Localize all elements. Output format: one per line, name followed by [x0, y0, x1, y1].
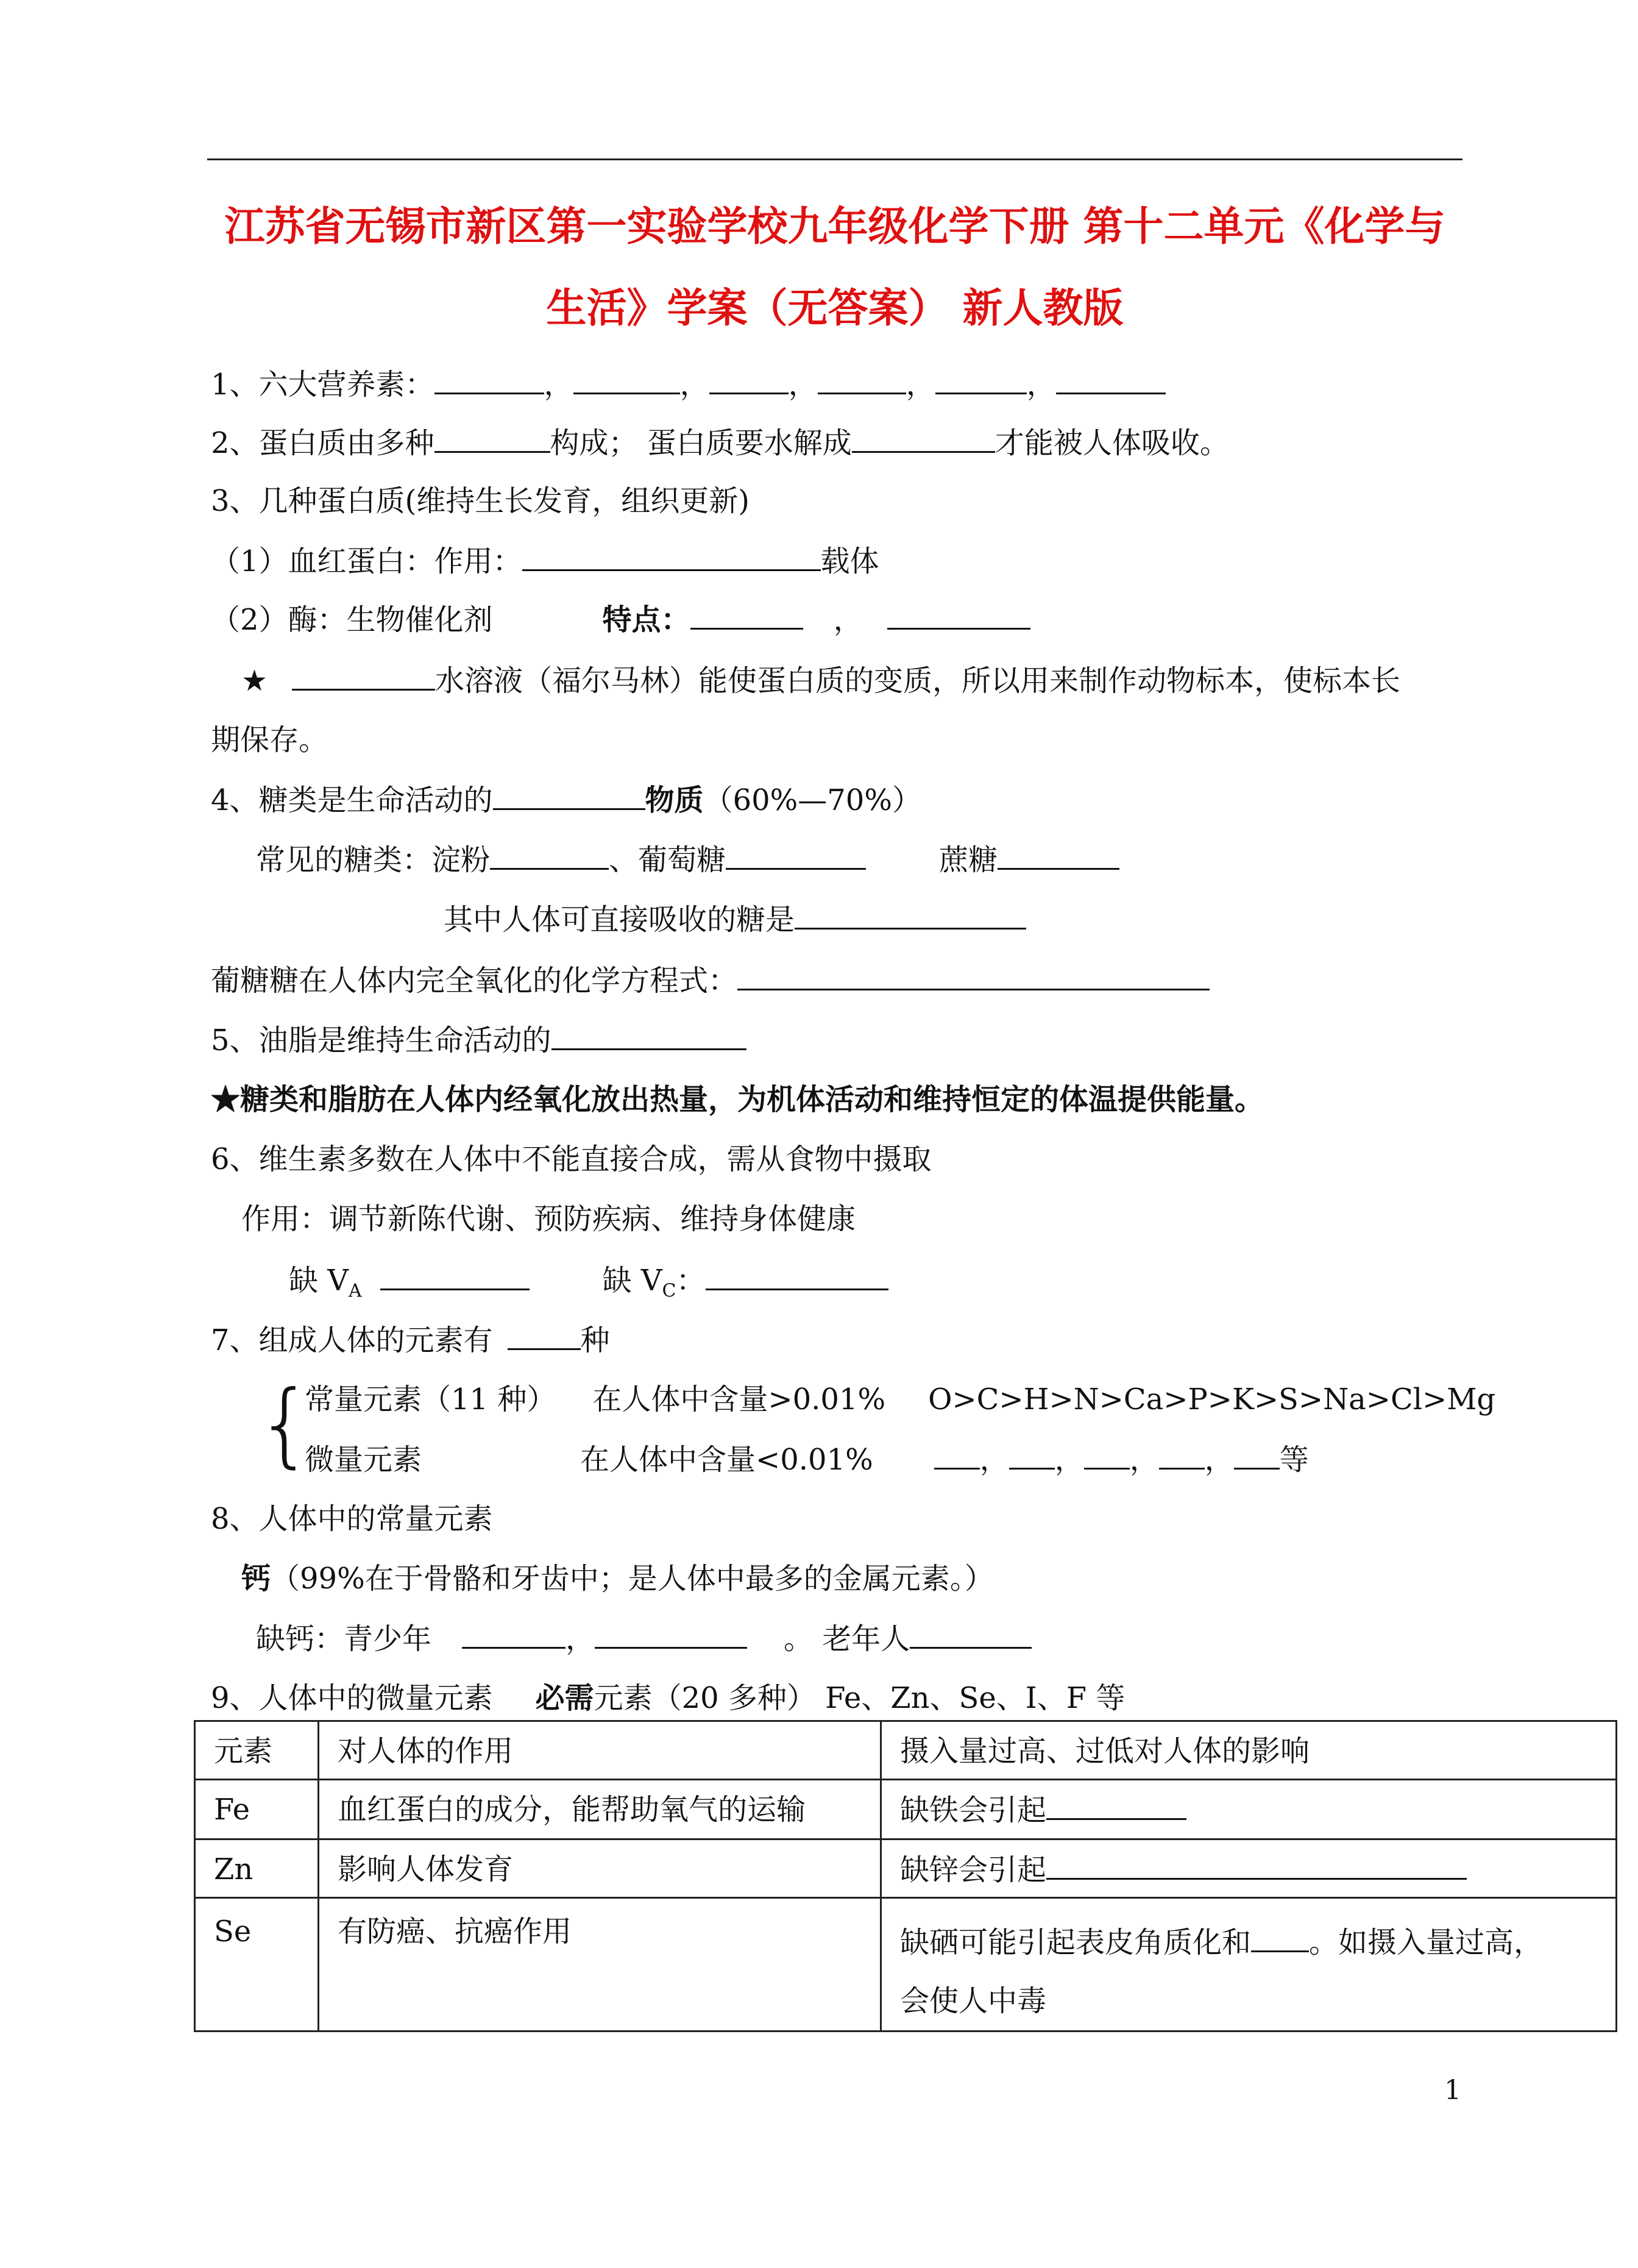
q6-vitamin-line: 缺 $V_A$ 缺 $V_C$： [289, 1262, 888, 1310]
q4-direct-line: 其中人体可直接吸收的糖是 [444, 901, 1026, 938]
table-cell: 血红蛋白的成分，能帮助氧气的运输 [319, 1780, 881, 1840]
blank[interactable] [887, 601, 1030, 630]
table-cell: Se [195, 1898, 319, 2032]
table-cell: Fe [195, 1780, 319, 1840]
star1-cont: 期保存。 [211, 723, 328, 757]
q7-major-line: 常量元素（11 种） 在人体中含量>0.01% O>C>H>N>Ca>P>K>S>Na>Cl>Mg [305, 1382, 1496, 1417]
header-rule [207, 158, 1462, 160]
blank[interactable] [1009, 1441, 1055, 1470]
q2-line: 2、蛋白质由多种 构成； 蛋白质要水解成 才能被人体吸收。 [211, 424, 1229, 461]
table-header: 元素 [195, 1721, 319, 1780]
q8-calcium-line: 钙（99%在于骨骼和牙齿中；是人体中最多的金属元素。） [241, 1562, 994, 1596]
table-cell: Zn [195, 1840, 319, 1898]
q8-line: 8、人体中的常量元素 [211, 1502, 493, 1536]
blank[interactable] [1056, 366, 1166, 394]
blank[interactable] [508, 1321, 581, 1350]
star2-line: ★糖类和脂肪在人体内经氧化放出热量，为机体活动和维持恒定的体温提供能量。 [211, 1082, 1264, 1117]
blank[interactable] [737, 962, 1210, 990]
table-row [195, 1780, 1617, 1840]
table-cell: 影响人体发育 [319, 1840, 881, 1898]
blank[interactable] [493, 781, 645, 810]
blank[interactable] [462, 1620, 566, 1649]
q6-line: 6、维生素多数在人体中不能直接合成，需从食物中摄取 [211, 1142, 932, 1176]
table-cell: 缺铁会引起 [881, 1780, 1617, 1840]
blank[interactable] [1251, 1924, 1309, 1952]
blank[interactable] [1084, 1441, 1130, 1470]
table-cell: 有防癌、抗癌作用 [319, 1898, 881, 2032]
blank[interactable] [434, 366, 544, 394]
table-cell: 缺硒可能引起表皮角质化和 。如摄入量过高， 会使人中毒 [881, 1898, 1617, 2032]
q3-2-line: （2）酶：生物催化剂 特点： ， [211, 601, 1030, 638]
table-row [195, 1840, 1617, 1898]
blank[interactable] [292, 662, 435, 691]
q4-line: 4、糖类是生命活动的 物质（60%—70%） [211, 781, 921, 819]
blank[interactable] [934, 1441, 980, 1470]
blank[interactable] [935, 366, 1027, 394]
table-cell: 缺锌会引起 [881, 1840, 1617, 1898]
blank[interactable] [852, 424, 995, 453]
q4-equation-line: 葡糖糖在人体内完全氧化的化学方程式： [211, 962, 1210, 999]
blank[interactable] [490, 841, 609, 870]
blank[interactable] [573, 366, 680, 394]
star1-line: ★ 水溶液（福尔马林）能使蛋白质的变质，所以用来制作动物标本，使标本长 [241, 662, 1400, 699]
blank[interactable] [795, 901, 1026, 930]
q7-trace-line: 微量元素 在人体中含量<0.01% ， ， ， ， 等 [305, 1441, 1309, 1478]
page-number: 1 [1444, 2075, 1461, 2106]
q3-1-line: （1）血红蛋白：作用： 载体 [211, 542, 879, 580]
q5-line: 5、油脂是维持生命活动的 [211, 1022, 746, 1059]
blank[interactable] [551, 1022, 746, 1050]
trace-element-table [194, 1720, 1617, 2032]
blank[interactable] [998, 841, 1119, 870]
blank[interactable] [380, 1262, 530, 1290]
blank[interactable] [434, 424, 550, 453]
star-icon: ★ [241, 664, 268, 698]
q8-deficiency-line: 缺钙：青少年 ， 。 老年人 [256, 1620, 1032, 1657]
blank[interactable] [1234, 1441, 1280, 1470]
blank[interactable] [706, 1262, 888, 1290]
q9-line: 9、人体中的微量元素 必需元素（20 多种） Fe、Zn、Se、I、F 等 [211, 1681, 1126, 1715]
blank[interactable] [1046, 1851, 1467, 1880]
q1-line: 1、六大营养素： ， ， ， ， ， [211, 366, 1166, 403]
blank[interactable] [1159, 1441, 1205, 1470]
doc-title-line2: 生活》学案（无答案） 新人教版 [546, 285, 1124, 332]
table-row [195, 1898, 1617, 2032]
q3-line: 3、几种蛋白质(维持生长发育，组织更新) [211, 484, 750, 518]
brace-icon: { [256, 1371, 314, 1477]
blank[interactable] [910, 1620, 1032, 1649]
blank[interactable] [709, 366, 789, 394]
blank[interactable] [818, 366, 906, 394]
table-header: 对人体的作用 [319, 1721, 881, 1780]
blank[interactable] [595, 1620, 747, 1649]
blank[interactable] [522, 542, 821, 571]
table-header: 摄入量过高、过低对人体的影响 [881, 1721, 1617, 1780]
blank[interactable] [726, 841, 866, 870]
table-header-row [195, 1721, 1617, 1780]
doc-title-line1: 江苏省无锡市新区第一实验学校九年级化学下册 第十二单元《化学与 [224, 203, 1445, 250]
blank[interactable] [1046, 1791, 1186, 1820]
blank[interactable] [690, 601, 803, 630]
q6-role-line: 作用：调节新陈代谢、预防疾病、维持身体健康 [241, 1202, 856, 1236]
q4-sugars-line: 常见的糖类：淀粉 、葡萄糖 蔗糖 [256, 841, 1119, 878]
q7-line: 7、组成人体的元素有 种 [211, 1321, 610, 1359]
